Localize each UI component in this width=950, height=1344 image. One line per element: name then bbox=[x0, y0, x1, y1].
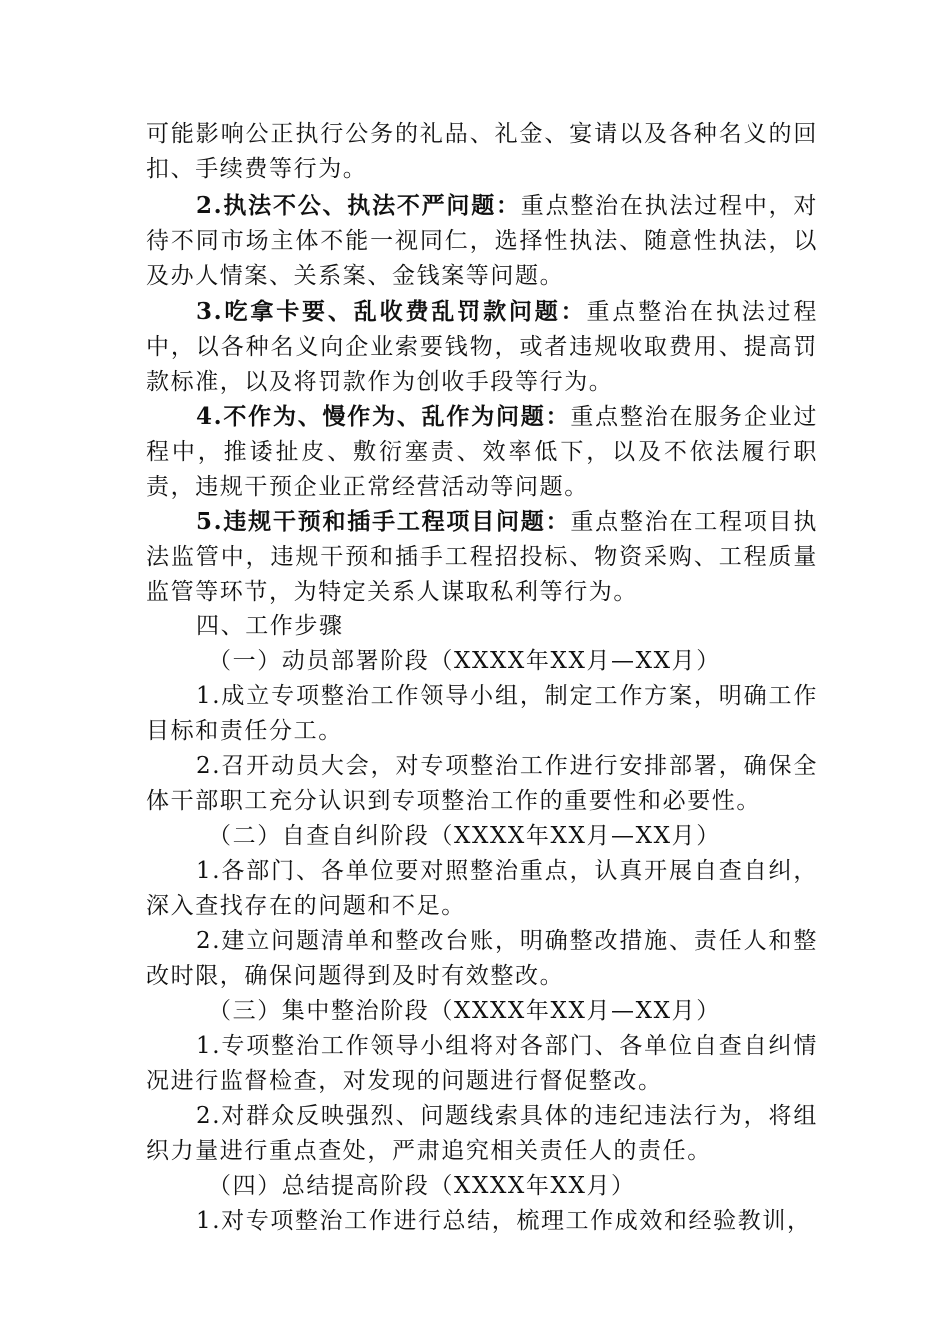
paragraph-stage2-item2 bbox=[146, 924, 818, 994]
stage-heading-3 bbox=[146, 994, 818, 1029]
paragraph-text: 重点整治在执法过程中，以各种名义向企业索要钱物，或者违规收取费用、提高罚款标准，以及将罚款作为创收手段等行为。 bbox=[146, 299, 818, 395]
paragraph-text: 2.建立问题清单和整改台账，明确整改措施、责任人和整改时限，确保问题得到及时有效整改。 bbox=[146, 928, 818, 989]
paragraph-text: 1.各部门、各单位要对照整治重点，认真开展自查自纠，深入查找存在的问题和不足。 bbox=[146, 858, 818, 919]
paragraph-stage3-item2 bbox=[146, 1099, 818, 1169]
stage-heading-1 bbox=[146, 644, 818, 679]
paragraph-item-4 bbox=[146, 399, 818, 505]
paragraph-text: 1.成立专项整治工作领导小组，制定工作方案，明确工作目标和责任分工。 bbox=[146, 683, 818, 744]
paragraph-text: 2.召开动员大会，对专项整治工作进行安排部署，确保全体干部职工充分认识到专项整治工作的重要性和必要性。 bbox=[146, 753, 818, 814]
paragraph-lead: 3.吃拿卡要、乱收费乱罚款问题： bbox=[196, 298, 587, 325]
section-heading bbox=[146, 609, 818, 644]
paragraph-text: 1.专项整治工作领导小组将对各部门、各单位自查自纠情况进行监督检查，对发现的问题进行督促整改。 bbox=[146, 1033, 818, 1094]
stage-heading-text: （二）自查自纠阶段（XXXX年XX月—XX月） bbox=[208, 823, 721, 849]
paragraph-item-3 bbox=[146, 294, 818, 400]
paragraph-stage1-item2 bbox=[146, 749, 818, 819]
paragraph-text: 重点整治在服务企业过程中，推诿扯皮、敷衍塞责、效率低下，以及不依法履行职责，违规干预企业正常经营活动等问题。 bbox=[146, 404, 819, 500]
stage-heading-text: （一）动员部署阶段（XXXX年XX月—XX月） bbox=[208, 648, 721, 674]
paragraph-text: 重点整治在执法过程中，对待不同市场主体不能一视同仁，选择性执法、随意性执法，以及办人情案、关系案、金钱案等问题。 bbox=[146, 193, 818, 289]
paragraph-text: 重点整治在工程项目执法监管中，违规干预和插手工程招投标、物资采购、工程质量监管等环节，为特定关系人谋取私利等行为。 bbox=[146, 509, 819, 605]
paragraph-stage4-item1 bbox=[146, 1204, 818, 1239]
stage-heading-4 bbox=[146, 1169, 818, 1204]
paragraph-item-5 bbox=[146, 504, 818, 610]
paragraph-text: 可能影响公正执行公务的礼品、礼金、宴请以及各种名义的回扣、手续费等行为。 bbox=[146, 121, 818, 182]
paragraph-lead: 5.违规干预和插手工程项目问题： bbox=[196, 508, 571, 535]
paragraph-continuation bbox=[146, 117, 818, 187]
stage-heading-text: （四）总结提高阶段（XXXX年XX月） bbox=[208, 1173, 636, 1199]
stage-heading-2 bbox=[146, 819, 818, 854]
paragraph-lead: 4.不作为、慢作为、乱作为问题： bbox=[196, 403, 571, 430]
paragraph-text: 1.对专项整治工作进行总结，梳理工作成效和经验教训， bbox=[196, 1208, 812, 1234]
paragraph-lead: 2.执法不公、执法不严问题： bbox=[196, 192, 521, 219]
paragraph-stage3-item1 bbox=[146, 1029, 818, 1099]
stage-heading-text: （三）集中整治阶段（XXXX年XX月—XX月） bbox=[208, 998, 721, 1024]
paragraph-stage1-item1 bbox=[146, 679, 818, 749]
section-heading-text: 四、工作步骤 bbox=[196, 613, 344, 639]
paragraph-item-2 bbox=[146, 188, 818, 294]
paragraph-text: 2.对群众反映强烈、问题线索具体的违纪违法行为，将组织力量进行重点查处，严肃追究相关责任人的责任。 bbox=[146, 1103, 818, 1164]
paragraph-stage2-item1 bbox=[146, 854, 818, 924]
